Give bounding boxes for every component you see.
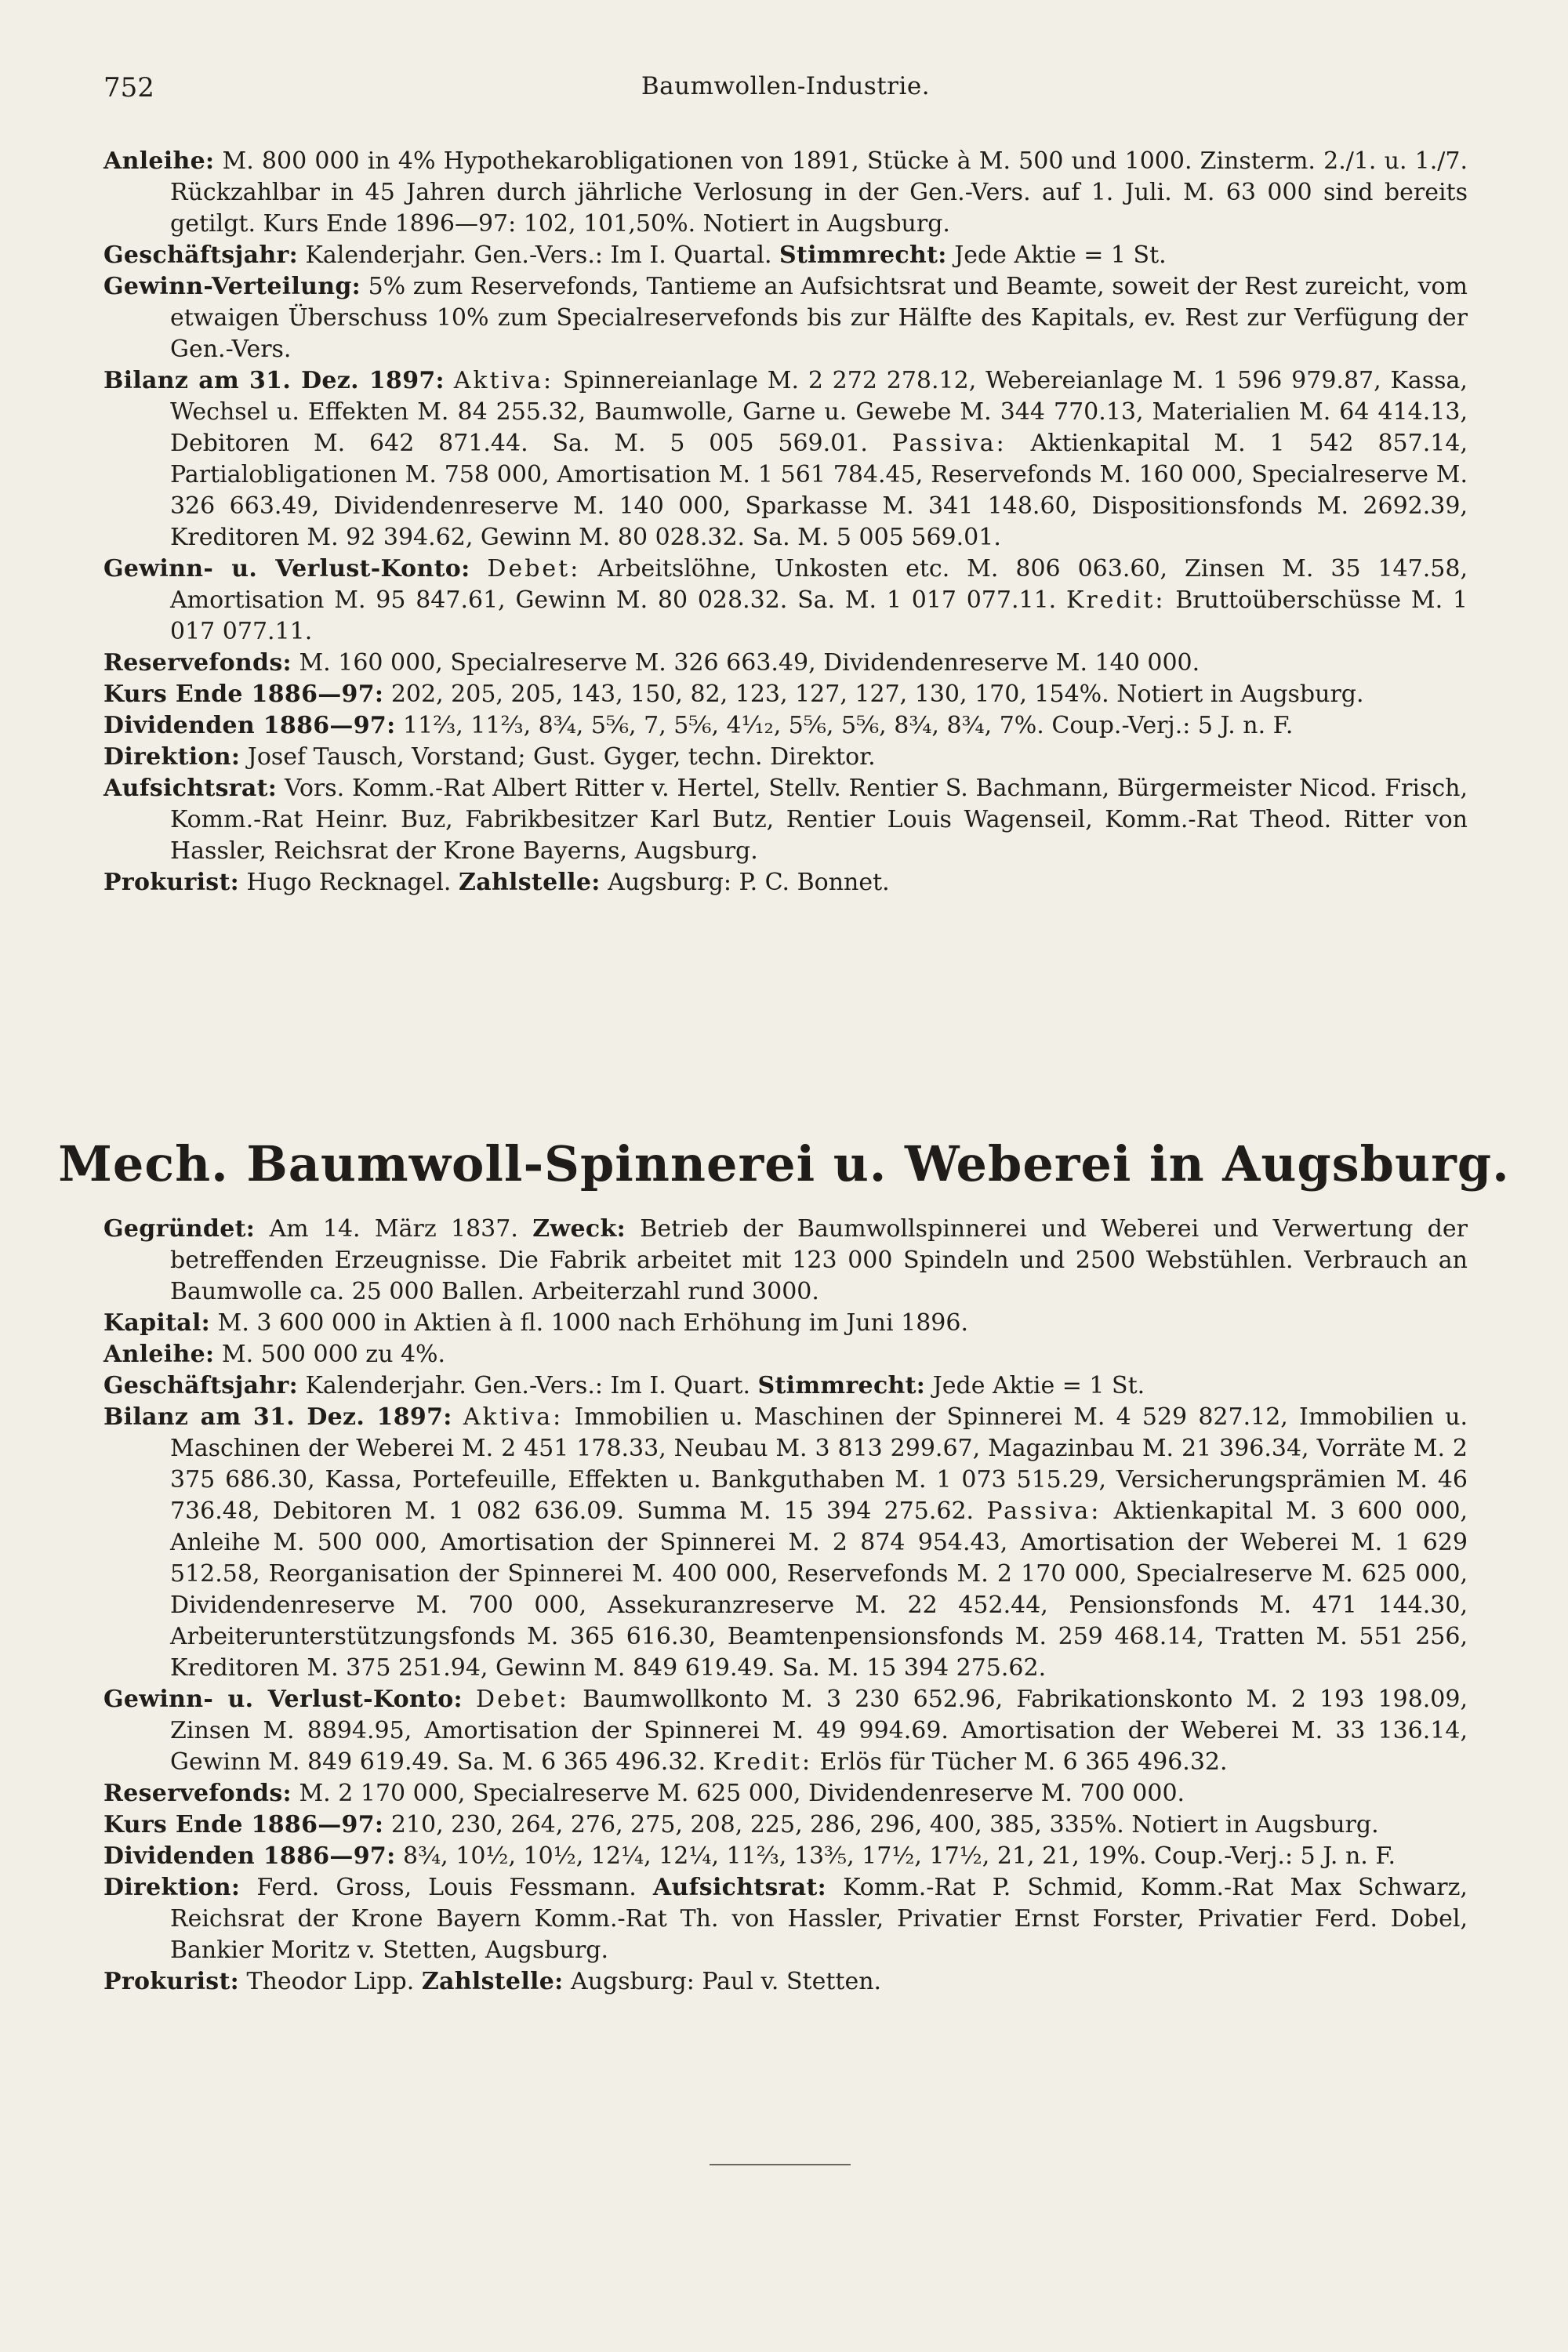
anleihe-paragraph <box>103 1339 1468 1370</box>
dividenden-text: 8¾, 10½, 10½, 12¼, 12¼, 11⅔, 13⅗, 17½, 17½, 21, 21, 19%. Coup.-Verj.: 5 J. n. F. <box>403 1842 1396 1870</box>
guv-label: Gewinn- u. Verlust-Konto: <box>103 555 470 583</box>
aufsichtsrat-text: Komm.-Rat P. Schmid, Komm.-Rat Max Schwarz, Reichsrat der Krone Bayern Komm.-Rat Th. von Hassler, Privatier Ernst Forster, Privatier Ferd. Dobel, Bankier Moritz v. Stetten, Augsburg. <box>170 1874 1468 1964</box>
page-header <box>103 72 1468 111</box>
geschaeftsjahr-paragraph <box>103 240 1468 271</box>
stimmrecht-text: Jede Aktie = 1 St. <box>932 1372 1145 1399</box>
aktiva-label: Aktiva: <box>463 1403 564 1431</box>
anleihe-label: Anleihe: <box>103 147 215 175</box>
kredit-label: Kredit: <box>1065 586 1166 614</box>
direktion-text: Ferd. Gross, Louis Fessmann. <box>256 1874 637 1901</box>
zweck-label: Zweck: <box>532 1215 626 1243</box>
dividenden-label: Dividenden 1886—97: <box>103 712 396 739</box>
kredit-text: Bruttoüberschüsse M. 1 017 077.11. <box>170 586 1468 645</box>
stimmrecht-text: Jede Aktie = 1 St. <box>954 241 1167 269</box>
gewinnverteilung-paragraph <box>103 271 1468 365</box>
prokurist-paragraph <box>103 1966 1468 1998</box>
aufsichtsrat-paragraph <box>103 773 1468 867</box>
passiva-text: Aktienkapital M. 3 600 000, Anleihe M. 500 000, Amortisation der Spinnerei M. 2 874 954.43, Amortisation der Weberei M. 1 629 512.58, Reorganisation der Spinnerei M. 400 000, Reservefonds M. 2 170 000, Specialreserve M. 625 000, Dividendenreserve M. 700 000, Assekuranzreserve M. 22 452.44, Pensionsfonds M. 471 144.30, Arbeiterunterstützungsfonds M. 365 616.30, Beamtenpensionsfonds M. 259 468.14, Tratten M. 551 256, Kreditoren M. 375 251.94, Gewinn M. 849 619.49. Sa. M. 15 394 275.62. <box>170 1497 1468 1682</box>
anleihe-text: M. 800 000 in 4% Hypothekarobligationen von 1891, Stücke à M. 500 und 1000. Zinsterm. 2./1. u. 1./7. Rückzahlbar in 45 Jahren durch jährliche Verlosung in der Gen.-Vers. auf 1. Juli. M. 63 000 sind bereits getilgt. Kurs Ende 1896—97: 102, 101,50%. Notiert in Augsburg. <box>170 147 1468 238</box>
geschaeftsjahr-text: Kalenderjahr. Gen.-Vers.: Im I. Quartal. <box>305 241 772 269</box>
kurs-label: Kurs Ende 1886—97: <box>103 1811 384 1838</box>
prokurist-text: Theodor Lipp. <box>246 1968 415 1995</box>
gegruendet-text: Am 14. März 1837. <box>269 1215 518 1243</box>
prokurist-text: Hugo Recknagel. <box>246 869 452 896</box>
dividenden-text: 11⅔, 11⅔, 8¾, 5⅚, 7, 5⅚, 4¹⁄₁₂, 5⅚, 5⅚, 8¾, 8¾, 7%. Coup.-Verj.: 5 J. n. F. <box>403 712 1294 739</box>
geschaeftsjahr-label: Geschäftsjahr: <box>103 241 298 269</box>
zweck-text: Betrieb der Baumwollspinnerei und Weberei und Verwertung der betreffenden Erzeugnisse. Die Fabrik arbeitet mit 123 000 Spindeln und 2500 Webstühlen. Verbrauch an Baumwolle ca. 25 000 Ballen. Arbeiterzahl rund 3000. <box>170 1215 1468 1305</box>
kredit-label: Kredit: <box>713 1748 813 1776</box>
company-title: Mech. Baumwoll-Spinnerei u. Weberei in Augsburg. <box>58 1135 1510 1192</box>
reservefonds-text: M. 2 170 000, Specialreserve M. 625 000, Dividendenreserve M. 700 000. <box>299 1780 1185 1807</box>
geschaeftsjahr-label: Geschäftsjahr: <box>103 1372 298 1399</box>
gegruendet-label: Gegründet: <box>103 1215 256 1243</box>
bilanz-label: Bilanz am 31. Dez. 1897: <box>103 1403 452 1431</box>
guv-label: Gewinn- u. Verlust-Konto: <box>103 1686 463 1713</box>
dividenden-paragraph <box>103 710 1468 742</box>
company-entry-previous <box>103 146 1468 898</box>
stimmrecht-label: Stimmrecht: <box>779 241 947 269</box>
zahlstelle-label: Zahlstelle: <box>459 869 601 896</box>
end-rule-divider <box>710 2164 851 2165</box>
direktion-paragraph <box>103 1872 1468 1966</box>
guv-paragraph <box>103 1684 1468 1778</box>
direktion-paragraph <box>103 742 1468 773</box>
debet-label: Debet: <box>487 555 581 583</box>
bilanz-paragraph <box>103 365 1468 554</box>
aktiva-text: Spinnereianlage M. 2 272 278.12, Webereianlage M. 1 596 979.87, Kassa, Wechsel u. Effekten M. 84 255.32, Baumwolle, Garne u. Gewebe M. 344 770.13, Materialien M. 64 414.13, Debitoren M. 642 871.44. Sa. M. 5 005 569.01. <box>170 367 1468 457</box>
zahlstelle-text: Augsburg: Paul v. Stetten. <box>571 1968 882 1995</box>
geschaeftsjahr-paragraph <box>103 1370 1468 1402</box>
running-title: Baumwollen-Industrie. <box>641 72 931 100</box>
anleihe-paragraph <box>103 146 1468 240</box>
gegruendet-paragraph <box>103 1214 1468 1308</box>
aufsichtsrat-label: Aufsichtsrat: <box>652 1874 827 1901</box>
direktion-label: Direktion: <box>103 1874 241 1901</box>
reservefonds-paragraph <box>103 1778 1468 1809</box>
aktiva-text: Immobilien u. Maschinen der Spinnerei M. 4 529 827.12, Immobilien u. Maschinen der Weberei M. 2 451 178.33, Neubau M. 3 813 299.67, Magazinbau M. 21 396.34, Vorräte M. 2 375 686.30, Kassa, Portefeuille, Effekten u. Bankguthaben M. 1 073 515.29, Versicherungsprämien M. 46 736.48, Debitoren M. 1 082 636.09. Summa M. 15 394 275.62. <box>170 1403 1468 1525</box>
kurs-label: Kurs Ende 1886—97: <box>103 681 384 708</box>
debet-text: Arbeitslöhne, Unkosten etc. M. 806 063.60, Zinsen M. 35 147.58, Amortisation M. 95 847.61, Gewinn M. 80 028.32. Sa. M. 1 017 077.11. <box>170 555 1468 614</box>
prokurist-label: Prokurist: <box>103 1968 239 1995</box>
direktion-label: Direktion: <box>103 743 241 771</box>
bilanz-paragraph <box>103 1402 1468 1684</box>
kurs-text: 210, 230, 264, 276, 275, 208, 225, 286, 296, 400, 385, 335%. Notiert in Augsburg. <box>390 1811 1379 1838</box>
prokurist-paragraph <box>103 867 1468 898</box>
dividenden-paragraph <box>103 1841 1468 1872</box>
zahlstelle-label: Zahlstelle: <box>421 1968 564 1995</box>
gewinnverteilung-label: Gewinn-Verteilung: <box>103 273 361 300</box>
debet-label: Debet: <box>476 1686 569 1713</box>
anleihe-label: Anleihe: <box>103 1341 215 1368</box>
stimmrecht-label: Stimmrecht: <box>757 1372 926 1399</box>
guv-paragraph <box>103 554 1468 648</box>
geschaeftsjahr-text: Kalenderjahr. Gen.-Vers.: Im I. Quart. <box>305 1372 750 1399</box>
gewinnverteilung-text: 5% zum Reservefonds, Tantieme an Aufsichtsrat und Beamte, soweit der Rest zureicht, vom etwaigen Überschuss 10% zum Specialreservefonds bis zur Hälfte des Kapitals, ev. Rest zur Verfügung der Gen.-Vers. <box>170 273 1468 363</box>
prokurist-label: Prokurist: <box>103 869 239 896</box>
anleihe-text: M. 500 000 zu 4%. <box>221 1341 446 1368</box>
aufsichtsrat-text: Vors. Komm.-Rat Albert Ritter v. Hertel, Stellv. Rentier S. Bachmann, Bürgermeister Nicod. Frisch, Komm.-Rat Heinr. Buz, Fabrikbesitzer Karl Butz, Rentier Louis Wagenseil, Komm.-Rat Theod. Ritter von Hassler, Reichsrat der Krone Bayerns, Augsburg. <box>170 775 1468 865</box>
kurs-text: 202, 205, 205, 143, 150, 82, 123, 127, 127, 130, 170, 154%. Notiert in Augsburg. <box>390 681 1364 708</box>
kurs-paragraph <box>103 679 1468 710</box>
kapital-text: M. 3 600 000 in Aktien à fl. 1000 nach Erhöhung im Juni 1896. <box>217 1309 969 1337</box>
zahlstelle-text: Augsburg: P. C. Bonnet. <box>608 869 890 896</box>
aufsichtsrat-label: Aufsichtsrat: <box>103 775 278 802</box>
debet-text: Baumwollkonto M. 3 230 652.96, Fabrikationskonto M. 2 193 198.09, Zinsen M. 8894.95, Amortisation der Spinnerei M. 49 994.69. Amortisation der Weberei M. 33 136.14, Gewinn M. 849 619.49. Sa. M. 6 365 496.32. <box>170 1686 1468 1776</box>
reservefonds-label: Reservefonds: <box>103 1780 292 1807</box>
direktion-text: Josef Tausch, Vorstand; Gust. Gyger, techn. Direktor. <box>247 743 876 771</box>
passiva-text: Aktienkapital M. 1 542 857.14, Partialobligationen M. 758 000, Amortisation M. 1 561 784.45, Reservefonds M. 160 000, Specialreserve M. 326 663.49, Dividendenreserve M. 140 000, Sparkasse M. 341 148.60, Dispositionsfonds M. 2692.39, Kreditoren M. 92 394.62, Gewinn M. 80 028.32. Sa. M. 5 005 569.01. <box>170 430 1468 551</box>
kurs-paragraph <box>103 1809 1468 1841</box>
aktiva-label: Aktiva: <box>453 367 554 394</box>
passiva-label: Passiva: <box>986 1497 1102 1525</box>
reservefonds-text: M. 160 000, Specialreserve M. 326 663.49, Dividendenreserve M. 140 000. <box>299 649 1200 677</box>
kredit-text: Erlös für Tücher M. 6 365 496.32. <box>819 1748 1228 1776</box>
reservefonds-paragraph <box>103 648 1468 679</box>
reservefonds-label: Reservefonds: <box>103 649 292 677</box>
kapital-paragraph <box>103 1308 1468 1339</box>
company-entry-augsburg <box>103 1214 1468 1998</box>
bilanz-label: Bilanz am 31. Dez. 1897: <box>103 367 445 394</box>
passiva-label: Passiva: <box>891 430 1007 457</box>
page-number: 752 <box>103 72 154 103</box>
kapital-label: Kapital: <box>103 1309 211 1337</box>
dividenden-label: Dividenden 1886—97: <box>103 1842 396 1870</box>
